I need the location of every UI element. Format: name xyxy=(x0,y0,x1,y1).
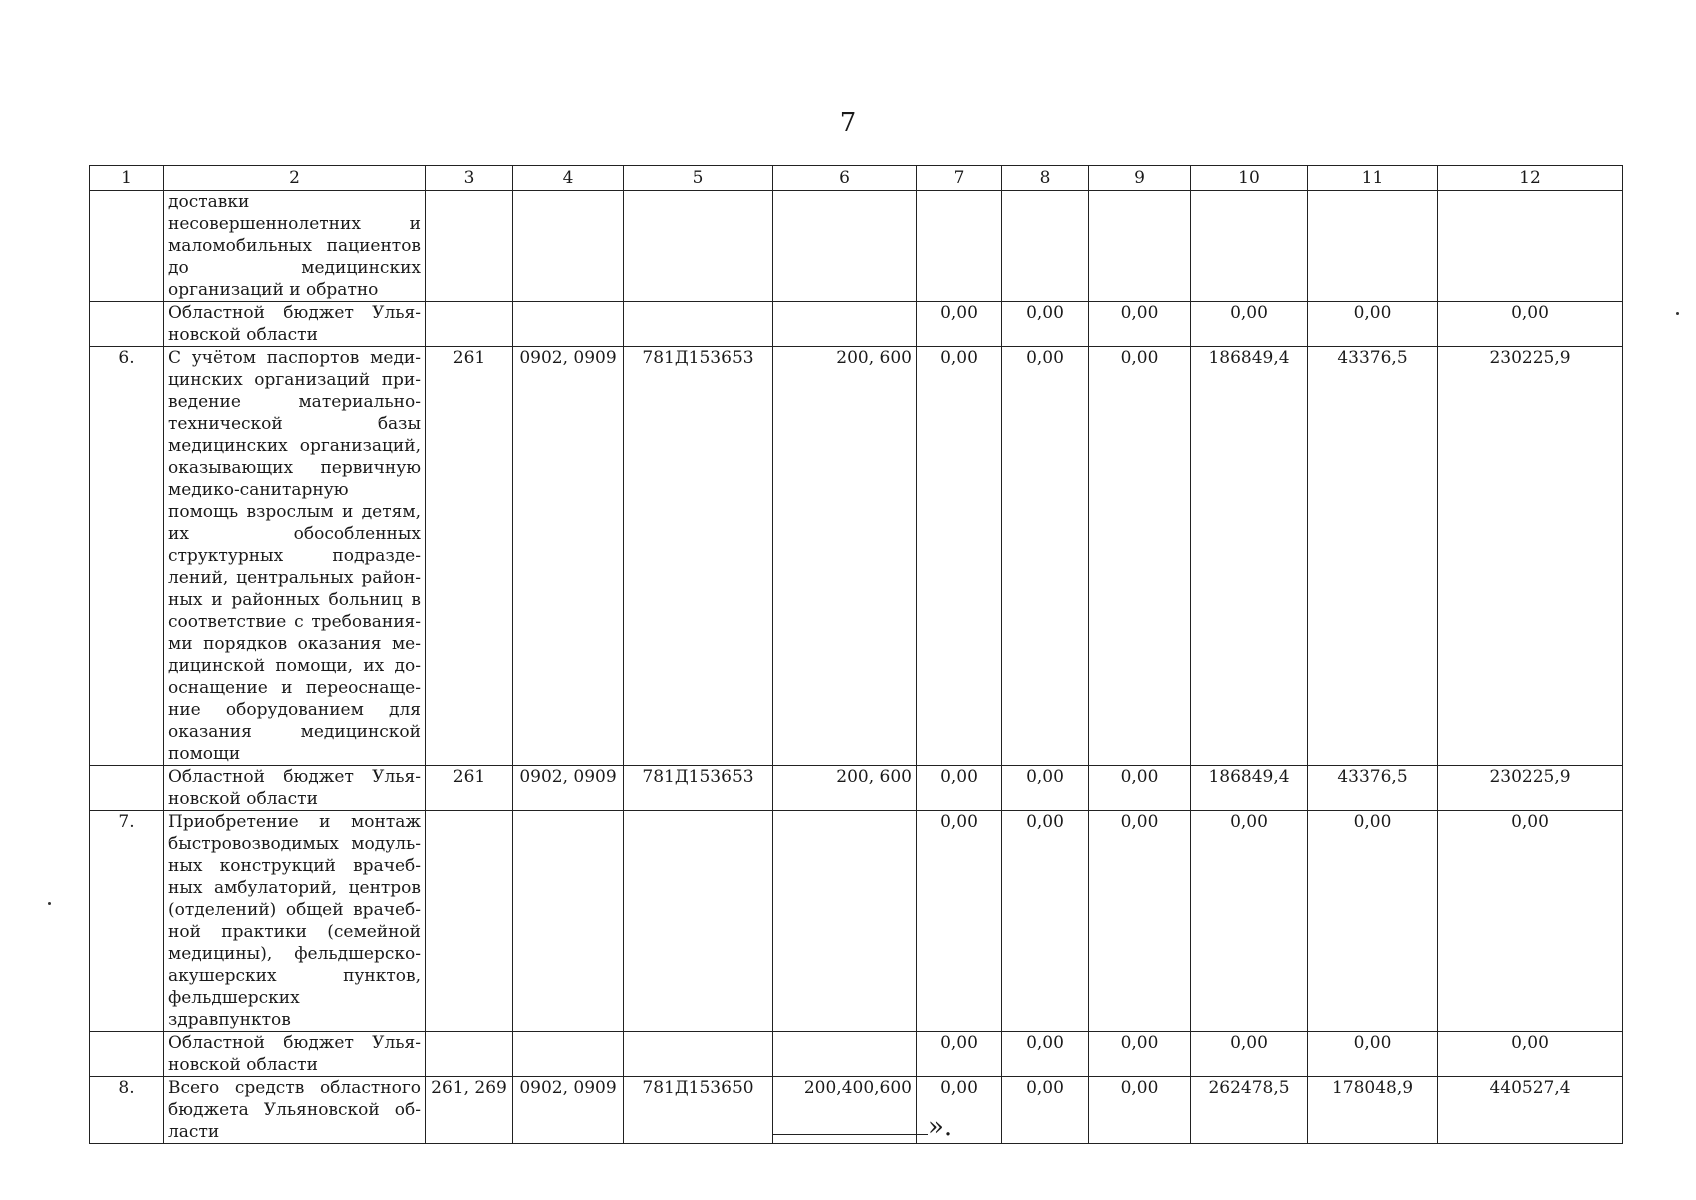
table-cell: 261 xyxy=(426,766,513,811)
table-cell: 200, 600 xyxy=(773,347,917,766)
table-cell: 0,00 xyxy=(1089,1077,1191,1144)
table-cell: 0,00 xyxy=(1089,1032,1191,1077)
table-cell: 0,00 xyxy=(1438,811,1623,1032)
closing-quote: ». xyxy=(928,1112,953,1142)
column-number: 9 xyxy=(1089,166,1191,191)
table-cell: 0,00 xyxy=(1191,302,1308,347)
table-row xyxy=(90,766,1623,811)
table-cell: 7. xyxy=(90,811,164,1032)
table-cell xyxy=(513,811,624,1032)
table-cell xyxy=(624,811,773,1032)
table-cell xyxy=(426,302,513,347)
closing-mark xyxy=(772,1112,952,1142)
table-row xyxy=(90,347,1623,766)
scan-speck xyxy=(1676,312,1679,315)
table-cell: С учётом паспортов медицинских организаций приведение материально-технической базы медицинских организаций, оказывающих первичную медико-санитарную помощь взрослым и детям, их обособленных структурных подразделений, центральных районных и районных больниц в соответствие с требованиями порядков оказания медицинской помощи, их дооснащение и переоснащение оборудованием для оказания медицинской помощи xyxy=(164,347,426,766)
table-cell: 0,00 xyxy=(1089,302,1191,347)
page-number: 7 xyxy=(839,108,857,138)
table-cell: 0,00 xyxy=(1191,1032,1308,1077)
table-cell: 200, 600 xyxy=(773,766,917,811)
table-cell: 0902, 0909 xyxy=(513,1077,624,1144)
table-cell: 261 xyxy=(426,347,513,766)
table-cell: 0,00 xyxy=(1191,811,1308,1032)
table-cell: 0,00 xyxy=(1438,1032,1623,1077)
table-cell: 43376,5 xyxy=(1308,766,1438,811)
table-cell xyxy=(1308,191,1438,302)
table-cell: 0,00 xyxy=(1308,1032,1438,1077)
table-cell xyxy=(773,191,917,302)
table-row xyxy=(90,1032,1623,1077)
table-cell: 43376,5 xyxy=(1308,347,1438,766)
table-cell: 0,00 xyxy=(1089,766,1191,811)
scan-speck xyxy=(48,902,51,905)
table-cell: 200,400,600 xyxy=(773,1077,917,1144)
column-number: 2 xyxy=(164,166,426,191)
column-number: 6 xyxy=(773,166,917,191)
table-cell: 781Д153653 xyxy=(624,766,773,811)
table-cell xyxy=(917,191,1002,302)
table-cell xyxy=(426,811,513,1032)
table-cell: 0,00 xyxy=(1002,811,1089,1032)
budget-table xyxy=(89,165,1623,1144)
table-cell: 0,00 xyxy=(917,766,1002,811)
table-cell: Областной бюджет Ульяновской области xyxy=(164,766,426,811)
table-cell xyxy=(90,766,164,811)
table-cell: 0,00 xyxy=(917,1032,1002,1077)
table-cell xyxy=(513,1032,624,1077)
table-cell: 0902, 0909 xyxy=(513,766,624,811)
column-number: 7 xyxy=(917,166,1002,191)
table-cell: 186849,4 xyxy=(1191,347,1308,766)
table-cell xyxy=(426,1032,513,1077)
table-cell: 0,00 xyxy=(917,302,1002,347)
table-cell: 781Д153653 xyxy=(624,347,773,766)
table-cell xyxy=(90,1032,164,1077)
column-number-row xyxy=(90,166,1623,191)
column-number: 5 xyxy=(624,166,773,191)
table-cell: 0,00 xyxy=(917,347,1002,766)
table-row xyxy=(90,191,1623,302)
table-cell: 6. xyxy=(90,347,164,766)
table-cell: 0,00 xyxy=(1308,302,1438,347)
column-number: 3 xyxy=(426,166,513,191)
table-cell: 0,00 xyxy=(1002,1032,1089,1077)
table-cell xyxy=(1002,191,1089,302)
table-cell: 0,00 xyxy=(1308,811,1438,1032)
table-cell: 0902, 0909 xyxy=(513,347,624,766)
table-cell xyxy=(426,191,513,302)
table-cell: Всего средств областного бюджета Ульяновской области xyxy=(164,1077,426,1144)
table-cell: 0,00 xyxy=(1002,1077,1089,1144)
table-cell xyxy=(90,191,164,302)
table-cell: Областной бюджет Ульяновской области xyxy=(164,302,426,347)
table-cell xyxy=(1089,191,1191,302)
table-cell: 230225,9 xyxy=(1438,347,1623,766)
column-number: 10 xyxy=(1191,166,1308,191)
table-cell: 186849,4 xyxy=(1191,766,1308,811)
table-cell xyxy=(513,302,624,347)
table-cell xyxy=(513,191,624,302)
column-number: 8 xyxy=(1002,166,1089,191)
column-number: 4 xyxy=(513,166,624,191)
table-cell: доставки несовершеннолетних и маломобильных пациентов до медицинских организаций и обратно xyxy=(164,191,426,302)
column-number: 12 xyxy=(1438,166,1623,191)
table-cell: Приобретение и монтаж быстровозводимых модульных конструкций врачебных амбулаторий, центров (отделений) общей врачебной практики (семейной медицины), фельдшерско-акушерских пунктов, фельдшерских здравпунктов xyxy=(164,811,426,1032)
table-cell xyxy=(624,1032,773,1077)
table-cell: 0,00 xyxy=(917,811,1002,1032)
table-cell: 0,00 xyxy=(1002,347,1089,766)
column-number: 11 xyxy=(1308,166,1438,191)
table-cell: 0,00 xyxy=(1089,811,1191,1032)
table-cell: 0,00 xyxy=(1002,766,1089,811)
table-cell: 0,00 xyxy=(1002,302,1089,347)
signature-line xyxy=(772,1120,928,1135)
table-cell xyxy=(773,302,917,347)
table-cell xyxy=(773,1032,917,1077)
table-cell xyxy=(773,811,917,1032)
table-cell: 262478,5 xyxy=(1191,1077,1308,1144)
table-row xyxy=(90,811,1623,1032)
table-cell: 261, 269 xyxy=(426,1077,513,1144)
table-cell: 178048,9 xyxy=(1308,1077,1438,1144)
table-cell xyxy=(624,191,773,302)
table-cell: 440527,4 xyxy=(1438,1077,1623,1144)
table-row xyxy=(90,302,1623,347)
table-cell: Областной бюджет Ульяновской области xyxy=(164,1032,426,1077)
table-cell xyxy=(624,302,773,347)
column-number: 1 xyxy=(90,166,164,191)
table-cell: 0,00 xyxy=(1089,347,1191,766)
table-cell xyxy=(1438,191,1623,302)
table-cell xyxy=(90,302,164,347)
table-cell: 0,00 xyxy=(1438,302,1623,347)
table-cell xyxy=(1191,191,1308,302)
table-cell: 781Д153650 xyxy=(624,1077,773,1144)
table-cell: 8. xyxy=(90,1077,164,1144)
table-cell: 0,00 xyxy=(917,1077,1002,1144)
table-cell: 230225,9 xyxy=(1438,766,1623,811)
